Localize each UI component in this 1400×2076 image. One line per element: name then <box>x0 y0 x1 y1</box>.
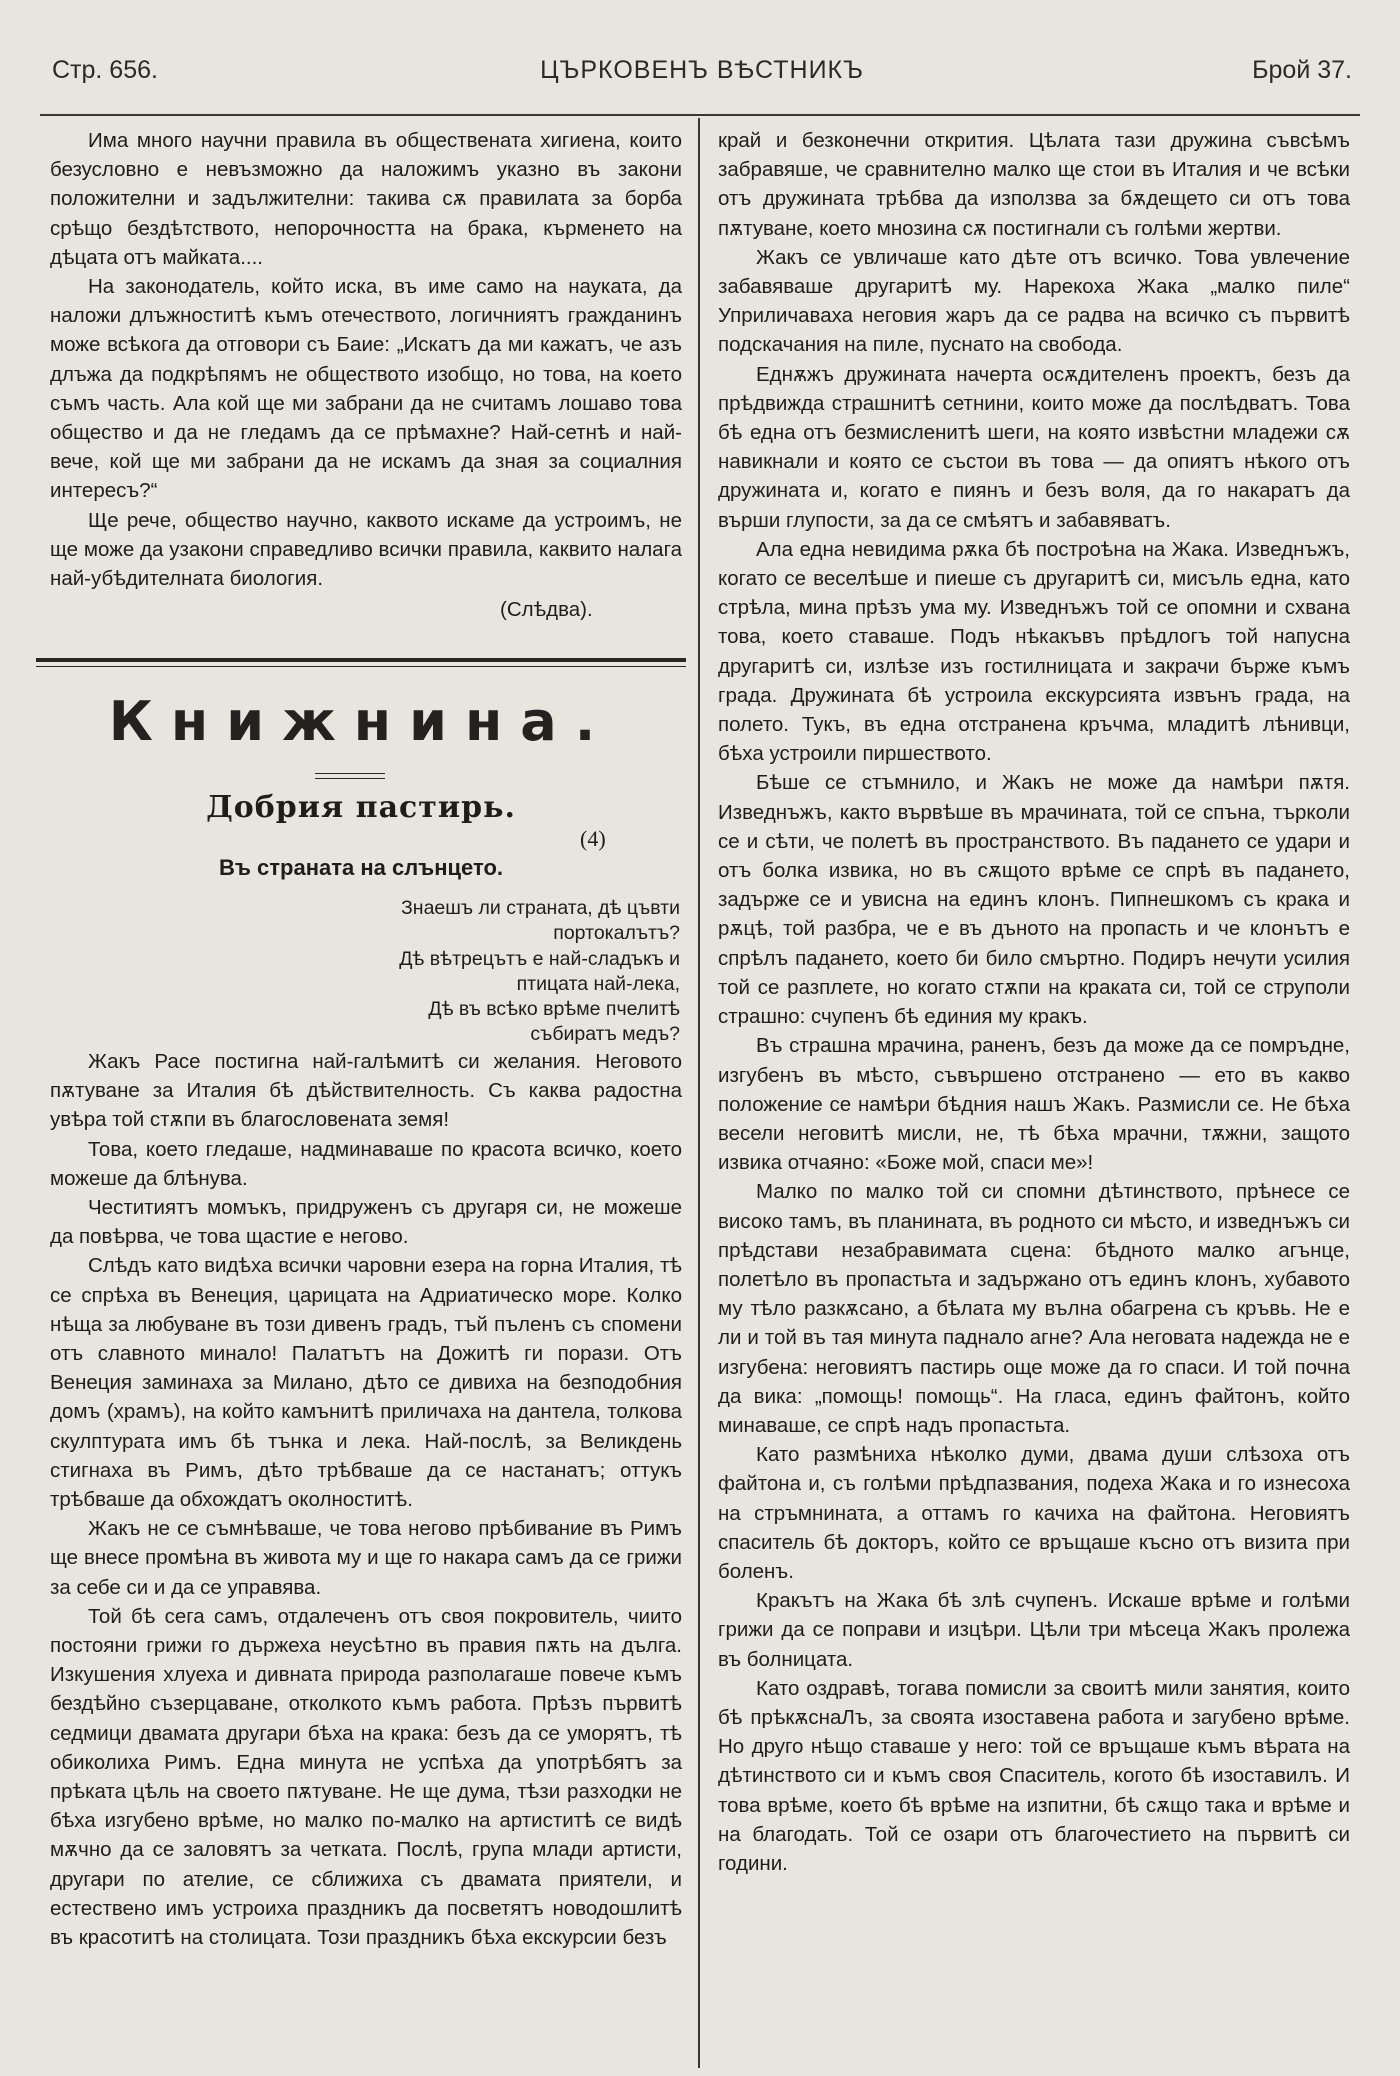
header-rule <box>40 114 1360 116</box>
part-number: (4) <box>580 826 606 851</box>
title-ornament-rule <box>315 778 385 779</box>
section-rule-thick <box>36 658 686 662</box>
left-column-top <box>50 126 682 593</box>
poem-line: Знаешъ ли страната, дѣ цъвти <box>401 897 680 919</box>
newspaper-title: ЦЪРКОВЕНЪ ВѢСТНИКЪ <box>540 56 864 84</box>
paragraph: Ала една невидима рѫка бѣ построѣна на Жака. Изведнъжъ, когато се веселѣше и пиеше съ другаритѣ си, мисъль една, като стрѣла, мина прѣзъ ума му. Изведнъжъ той се опомни и схвана това, което ставаше. Подъ нѣкакъвъ прѣдлогъ той напусна другаритѣ си, излѣзе изъ гостилницата и закрачи бърже къмъ града. Дружината бѣ устроила екскурсията извънъ града, на полето. Тукъ, въ една отстранена кръчма, младитѣ лѣнивци, бѣха устроили пиршеството. <box>718 537 1350 766</box>
paragraph: Въ страшна мрачина, раненъ, безъ да може да се помръдне, изгубенъ въ мѣсто, съвършено отстранено — ето въ какво положение се намѣри бѣдния нашъ Жакъ. Размисли се. Не бѣха весели неговитѣ мисли, не, тѣ бѣха мрачни, тѫжни, защото извика отчаяно: «Боже мой, спаси ме»! <box>718 1034 1350 1175</box>
paragraph: Жакъ се увличаше като дѣте отъ всичко. Това увлечение забавяваше другаритѣ му. Нарекоха Жака „малко пиле“ Уприличаваха неговия жаръ да се радва на всичко съ първитѣ подскачания на пиле, пуснато на свобода. <box>718 245 1350 357</box>
chapter-title: Въ страната на слънцето. <box>218 855 504 880</box>
paragraph: На законодатель, който иска, въ име само на науката, да наложи длъжноститѣ къмъ отечеството, логичниятъ гражданинъ може всѣкога да отговори съ Баие: „Искатъ да ми кажатъ, че азъ длъжа да подкрѣпямъ не обществото изобщо, но това, на което съмъ часть. Ала кой ще ми забрани да не считамъ лошаво това общество и да не гледамъ да се прѣмахне? Най-сетнѣ и най-вече, кой ще ми забрани да не искамъ да зная за социалния интересъ?“ <box>50 275 682 503</box>
title-ornament-rule <box>315 773 385 774</box>
paragraph: Като размѣниха нѣколко думи, двама души слѣзоха отъ файтона и, съ голѣми прѣдпазвания, подеха Жака и го изнесоха на стръмнината, а оттамъ го качиха на файтона. Неговиятъ спаситель бѣ докторъ, който се връщаше късно отъ визита при боленъ. <box>718 1443 1350 1583</box>
paragraph: Има много научни правила въ обществената хигиена, които безусловно е невъзможно да наложимъ указно въ закони положителни и задължителни: такива сѫ правилата за борба срѣщо бездѣтството, непорочността на брака, кърменето на дѣцата отъ майката.... <box>50 129 682 269</box>
poem-line: портокалътъ? <box>553 922 680 945</box>
paragraph: Честитиятъ момъкъ, придруженъ съ другаря си, не можеше да повѣрва, че това щастие е негово. <box>50 1196 682 1249</box>
epigraph-poem <box>340 896 680 1048</box>
article-title: Добрия пастирь. <box>206 790 516 825</box>
column-divider <box>698 118 700 2068</box>
poem-line: събиратъ медъ? <box>530 1023 680 1046</box>
continued-note: (Слѣдва). <box>500 598 593 621</box>
paragraph: Това, което гледаше, надминаваше по красота всичко, което можеше да блѣнува. <box>50 1137 682 1190</box>
paragraph: Като оздравѣ, тогава помисли за своитѣ мили занятия, които бѣ прѣкѫснаЛъ, за своята изоставена работа и загубено врѣме. Но друго нѣщо ставаше у него: той се връщаше къмъ вѣрата на дѣтинството си и къмъ своя Спаситель, когото бѣ изоставилъ. И това врѣме, което бѣ врѣме на изпитни, бѣ сѫщо така и врѣме и на благодать. Той се озари отъ благочестието на първитѣ си години. <box>718 1676 1350 1875</box>
paragraph: Бѣше се стъмнило, и Жакъ не може да намѣри пѫтя. Изведнъжъ, както вървѣше въ мрачината, той се спъна, търколи се и сѣти, че полетѣ въ пространството. Въ падането се удари и отъ болка извика, но въ сѫщото врѣме се спрѣ въ падането, задърже се и увисна на единъ клонъ. Пипнешкомъ съ крака и рѫцѣ, той разбра, че е въ дъното на пропасть и че клонътъ е спрѣлъ падането, което би било смъртно. Подиръ нечути усилия той се разплете, но когато стѫпи на краката си, той се струполи страшно: счупенъ бѣ единия му кракъ. <box>718 771 1350 1029</box>
paragraph: Еднѫжъ дружината начерта осѫдителенъ проектъ, безъ да прѣдвижда страшнитѣ сетнини, които може да послѣдватъ. Това бѣ една отъ безмисленитѣ шеги, на която извѣстни младежи сѫ навикнали и която се състои въ това — да опиятъ нѣкого отъ дружината и, когато е пиянъ и безъ воля, да го накаратъ да върши глупости, за да се смѣятъ и забавяватъ. <box>718 362 1350 532</box>
right-column <box>718 126 1350 1878</box>
issue-number: Брой 37. <box>1252 56 1352 84</box>
paragraph: Слѣдъ като видѣха всички чаровни езера на горна Италия, тѣ се спрѣха въ Венеция, царицата на Адриатическо море. Колко нѣща за любуване въ този дивенъ градъ, тъй пъленъ съ спомени отъ славното минало! Палатътъ на Дожитѣ ги порази. Отъ Венеция заминаха за Милано, дѣто се дивиха на безподобния домъ (храмъ), на който камънитѣ приличаха на дантела, толкова скулптурата имъ бѣ тънка и лека. Най-послѣ, за Великдень стигнаха въ Римъ, дѣто трѣбваше да се настанатъ; оттукъ трѣбваше да обхождатъ околноститѣ. <box>50 1254 682 1512</box>
poem-line: птицата най-лека, <box>516 972 680 995</box>
paragraph: Той бѣ сега самъ, отдалеченъ отъ своя покровитель, чиито постояни грижи го държеха неусѣтно въ правия пѫть на дълга. Изкушения хлуеха и дивната природа разполагаше повече къмъ бездѣйно съзерцаване, отколкото къмъ работа. Прѣзъ първитѣ седмици двамата другари бѣха на крака: безъ да се уморятъ, тѣ обиколиха Римъ. Една минута не успѣха да употрѣбятъ за прѣката цѣль на своето пѫтуване. Не ще дума, тѣзи разходки не бѣха изгубено врѣме, но малко по-малко на артиститѣ се видѣ мѫчно да се заловятъ за четката. Послѣ, група млади артисти, другари по ателие, се сближиха съ двамата приятели, и естествено имъ устроиха праздникъ да посветятъ новодошлитѣ въ красотитѣ на столицата. Този праздникъ бѣха екскурсии безъ <box>50 1604 682 1950</box>
paragraph: Жакъ Расе постигна най-галѣмитѣ си желания. Неговото пѫтуване за Италия бѣ дѣйствителность. Съ каква радостна увѣра той стѫпи въ благословената земя! <box>50 1050 682 1132</box>
paragraph: Жакъ не се съмнѣваше, че това негово прѣбивание въ Римъ ще внесе промѣна въ живота му и ще го накара самъ да се грижи за себе си и да се управява. <box>50 1517 682 1599</box>
section-rule-thin <box>36 666 686 667</box>
section-title: Книжнина. <box>108 690 614 753</box>
paragraph: Малко по малко той си спомни дѣтинството, прѣнесе се високо тамъ, въ планината, въ родното си мѣсто, и изведнъжъ си прѣдстави незабравимата сцена: бѣдното малко агънце, полетѣло въ пропастьта и задържано отъ единъ клонъ, хубавото му тѣло разкѫсано, а бѣлата му вълна обагрена съ кръвь. Не е ли и той въ тая минута паднало агне? Ала неговата надежда не е изгубена: неговиятъ пастирь още може да го спаси. И той почна да вика: „помощь! помощь“. На гласа, единъ файтонъ, който минаваше, се спрѣ надъ пропастьта. <box>718 1180 1350 1437</box>
poem-line: Дѣ въ всѣко врѣме пчелитѣ <box>428 998 680 1021</box>
page-header <box>52 56 1352 92</box>
poem-line: Дѣ вѣтрецътъ е най-сладъкъ и <box>399 947 680 970</box>
page-number: Стр. 656. <box>52 56 158 84</box>
left-column-bottom <box>50 1047 682 1952</box>
paragraph: край и безконечни открития. Цѣлата тази дружина съвсѣмъ забравяше, че сравнително малко ще стои въ Италия и че всѣки отъ дружината трѣбва да използва за бѫдещето си отъ това пѫтуване, което мнозина сѫ постигнали съ голѣми жертви. <box>718 129 1350 240</box>
paragraph: Ще рече, общество научно, каквото искаме да устроимъ, не ще може да узакони справедливо всички правила, каквито налага най-убѣдителната биология. <box>50 508 682 591</box>
paragraph: Кракътъ на Жака бѣ злѣ счупенъ. Искаше врѣме и голѣми грижи да се поправи и изцѣри. Цѣли три мѣсеца Жакъ пролежа въ болницата. <box>718 1589 1350 1671</box>
